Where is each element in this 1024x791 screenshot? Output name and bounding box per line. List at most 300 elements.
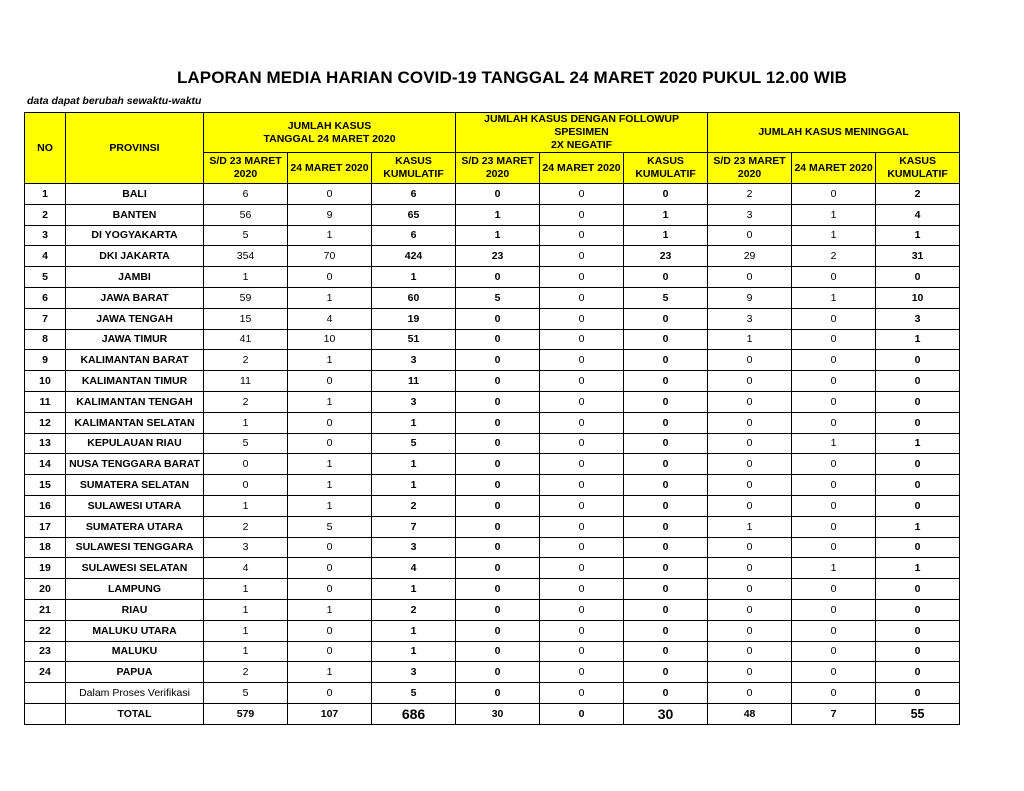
cell-sd-23-maret: 0 [456, 412, 540, 433]
row-no: 7 [25, 308, 66, 329]
cell-sd-23-maret: 2 [204, 350, 288, 371]
cell-sd-23-maret: 1 [204, 267, 288, 288]
row-provinsi: BANTEN [66, 204, 204, 225]
cell-sd-23-maret: 0 [456, 641, 540, 662]
cell-sd-23-maret: 354 [204, 246, 288, 267]
cell-kumulatif: 0 [624, 475, 708, 496]
cell-kumulatif: 3 [372, 537, 456, 558]
cell-kumulatif: 0 [624, 641, 708, 662]
table-row [25, 516, 960, 537]
cell-sd-23-maret: 23 [456, 246, 540, 267]
row-no: 22 [25, 620, 66, 641]
cell-kumulatif: 1 [876, 433, 960, 454]
cell-kumulatif: 0 [624, 371, 708, 392]
table-row [25, 579, 960, 600]
cell-kumulatif: 0 [624, 433, 708, 454]
total-sd-23-maret: 30 [456, 703, 540, 724]
total-kumulatif: 686 [372, 703, 456, 724]
cell-sd-23-maret: 0 [456, 620, 540, 641]
table-row [25, 204, 960, 225]
cell-sd-23-maret: 59 [204, 287, 288, 308]
cell-24-maret: 0 [540, 412, 624, 433]
cell-kumulatif: 31 [876, 246, 960, 267]
row-no: 1 [25, 184, 66, 205]
header-followup-line2: 2X NEGATIF [551, 139, 613, 151]
cell-sd-23-maret: 0 [456, 579, 540, 600]
cell-kumulatif: 0 [624, 184, 708, 205]
cell-sd-23-maret: 0 [708, 641, 792, 662]
table-row [25, 495, 960, 516]
cell-kumulatif: 2 [876, 184, 960, 205]
subheader-24-maret: 24 MARET 2020 [540, 153, 624, 184]
cell-24-maret: 10 [288, 329, 372, 350]
table-row [25, 225, 960, 246]
cell-sd-23-maret: 0 [204, 475, 288, 496]
cell-24-maret: 1 [288, 599, 372, 620]
cell-24-maret: 1 [792, 204, 876, 225]
cell-kumulatif: 1 [876, 225, 960, 246]
cell-kumulatif: 23 [624, 246, 708, 267]
total-sd-23-maret: 579 [204, 703, 288, 724]
cell-kumulatif: 0 [624, 454, 708, 475]
subheader-sd-23-maret [456, 153, 540, 184]
table-row [25, 454, 960, 475]
cell-kumulatif: 0 [624, 350, 708, 371]
cell-24-maret: 0 [540, 329, 624, 350]
cell-24-maret: 0 [792, 683, 876, 704]
cell-sd-23-maret: 0 [456, 350, 540, 371]
table-row [25, 412, 960, 433]
cell-kumulatif: 0 [876, 391, 960, 412]
subheader-kasus-kumulatif [876, 153, 960, 184]
cell-kumulatif: 3 [372, 350, 456, 371]
cell-kumulatif: 6 [372, 184, 456, 205]
total-kumulatif: 30 [624, 703, 708, 724]
row-no: 20 [25, 579, 66, 600]
cell-24-maret: 70 [288, 246, 372, 267]
table-row [25, 184, 960, 205]
cell-sd-23-maret: 0 [708, 537, 792, 558]
row-no: 23 [25, 641, 66, 662]
row-provinsi: SULAWESI TENGGARA [66, 537, 204, 558]
cell-sd-23-maret: 0 [456, 537, 540, 558]
cell-sd-23-maret: 3 [708, 204, 792, 225]
table-row [25, 371, 960, 392]
row-provinsi: LAMPUNG [66, 579, 204, 600]
table-row [25, 391, 960, 412]
cell-24-maret: 0 [288, 433, 372, 454]
cell-sd-23-maret: 0 [708, 599, 792, 620]
cell-kumulatif: 0 [876, 412, 960, 433]
cell-sd-23-maret: 0 [204, 454, 288, 475]
cell-24-maret: 1 [792, 433, 876, 454]
header-jumlah-kasus-line2: TANGGAL 24 MARET 2020 [263, 132, 396, 145]
cell-24-maret: 0 [540, 579, 624, 600]
row-provinsi: DKI JAKARTA [66, 246, 204, 267]
row-provinsi: JAWA BARAT [66, 287, 204, 308]
cell-24-maret: 0 [288, 267, 372, 288]
row-no: 9 [25, 350, 66, 371]
cell-sd-23-maret: 0 [456, 454, 540, 475]
cell-kumulatif: 0 [624, 267, 708, 288]
subheader-line2: 2020 [485, 168, 510, 180]
cell-kumulatif: 0 [624, 412, 708, 433]
cell-24-maret: 1 [288, 391, 372, 412]
cell-sd-23-maret: 4 [204, 558, 288, 579]
cell-sd-23-maret: 6 [204, 184, 288, 205]
cell-24-maret: 0 [792, 537, 876, 558]
cell-sd-23-maret: 0 [456, 267, 540, 288]
total-row [25, 703, 960, 724]
cell-kumulatif: 11 [372, 371, 456, 392]
cell-kumulatif: 0 [876, 371, 960, 392]
cell-24-maret: 1 [288, 662, 372, 683]
cell-sd-23-maret: 1 [204, 412, 288, 433]
subheader-24-maret: 24 MARET 2020 [288, 153, 372, 184]
cell-24-maret: 0 [540, 267, 624, 288]
cell-kumulatif: 1 [372, 412, 456, 433]
cell-24-maret: 0 [540, 558, 624, 579]
cell-kumulatif: 0 [624, 495, 708, 516]
table-row [25, 475, 960, 496]
cell-24-maret: 1 [792, 225, 876, 246]
row-provinsi: KALIMANTAN TIMUR [66, 371, 204, 392]
subheader-line2: KUMULATIF [635, 168, 696, 180]
header-provinsi: PROVINSI [66, 113, 204, 184]
subheader-line2: 2020 [737, 168, 762, 180]
subheader-kasus-kumulatif [372, 153, 456, 184]
cell-24-maret: 0 [540, 641, 624, 662]
cell-24-maret: 0 [792, 184, 876, 205]
row-provinsi: SUMATERA SELATAN [66, 475, 204, 496]
cell-kumulatif: 0 [876, 641, 960, 662]
row-no: 8 [25, 329, 66, 350]
cell-24-maret: 1 [792, 287, 876, 308]
cell-sd-23-maret: 0 [456, 391, 540, 412]
cell-kumulatif: 0 [624, 579, 708, 600]
cell-24-maret: 0 [540, 371, 624, 392]
cell-24-maret: 0 [540, 246, 624, 267]
cell-kumulatif: 65 [372, 204, 456, 225]
subheader-line1: KASUS [647, 155, 684, 167]
row-provinsi: DI YOGYAKARTA [66, 225, 204, 246]
cell-24-maret: 0 [792, 391, 876, 412]
cell-sd-23-maret: 0 [708, 412, 792, 433]
cell-24-maret: 0 [540, 184, 624, 205]
row-provinsi: KALIMANTAN TENGAH [66, 391, 204, 412]
row-no: 4 [25, 246, 66, 267]
report-title: LAPORAN MEDIA HARIAN COVID-19 TANGGAL 24 MARET 2020 PUKUL 12.00 WIB [176, 68, 848, 87]
cell-kumulatif: 5 [624, 287, 708, 308]
cell-sd-23-maret: 41 [204, 329, 288, 350]
cell-kumulatif: 1 [624, 225, 708, 246]
cell-24-maret: 9 [288, 204, 372, 225]
row-no [25, 683, 66, 704]
cell-sd-23-maret: 0 [456, 683, 540, 704]
row-provinsi: SULAWESI SELATAN [66, 558, 204, 579]
cell-sd-23-maret: 0 [456, 433, 540, 454]
subheader-line1: S/D 23 MARET [713, 155, 786, 167]
cell-sd-23-maret: 0 [708, 371, 792, 392]
cell-sd-23-maret: 3 [708, 308, 792, 329]
cell-sd-23-maret: 0 [456, 599, 540, 620]
cell-24-maret: 1 [288, 454, 372, 475]
cell-24-maret: 0 [540, 516, 624, 537]
cell-sd-23-maret: 0 [456, 558, 540, 579]
total-24-maret: 7 [792, 703, 876, 724]
cell-kumulatif: 1 [372, 475, 456, 496]
cell-24-maret: 0 [792, 350, 876, 371]
row-no: 12 [25, 412, 66, 433]
table-body [25, 184, 960, 725]
cell-sd-23-maret: 0 [708, 391, 792, 412]
subheader-sd-23-maret [204, 153, 288, 184]
cell-kumulatif: 0 [624, 683, 708, 704]
cell-24-maret: 0 [540, 391, 624, 412]
cell-24-maret: 0 [288, 412, 372, 433]
cell-sd-23-maret: 1 [204, 620, 288, 641]
cell-kumulatif: 0 [624, 558, 708, 579]
cell-24-maret: 1 [288, 225, 372, 246]
table-row [25, 433, 960, 454]
cell-24-maret: 0 [288, 683, 372, 704]
row-provinsi: RIAU [66, 599, 204, 620]
total-24-maret: 107 [288, 703, 372, 724]
cell-sd-23-maret: 3 [204, 537, 288, 558]
cell-sd-23-maret: 0 [456, 516, 540, 537]
cell-24-maret: 0 [540, 308, 624, 329]
cell-sd-23-maret: 0 [456, 495, 540, 516]
cell-24-maret: 0 [792, 495, 876, 516]
cell-sd-23-maret: 0 [708, 267, 792, 288]
row-provinsi: KEPULAUAN RIAU [66, 433, 204, 454]
row-no: 15 [25, 475, 66, 496]
cell-sd-23-maret: 0 [708, 350, 792, 371]
cell-kumulatif: 424 [372, 246, 456, 267]
cell-kumulatif: 0 [624, 391, 708, 412]
header-meninggal: JUMLAH KASUS MENINGGAL [708, 113, 960, 153]
cell-sd-23-maret: 1 [204, 599, 288, 620]
cell-kumulatif: 0 [624, 516, 708, 537]
subheader-line1: KASUS [395, 155, 432, 167]
cell-sd-23-maret: 5 [456, 287, 540, 308]
cell-kumulatif: 0 [876, 267, 960, 288]
cell-kumulatif: 60 [372, 287, 456, 308]
cell-sd-23-maret: 0 [708, 495, 792, 516]
cell-24-maret: 0 [792, 329, 876, 350]
row-provinsi: KALIMANTAN SELATAN [66, 412, 204, 433]
row-provinsi: NUSA TENGGARA BARAT [66, 454, 204, 475]
cell-kumulatif: 0 [624, 537, 708, 558]
cell-sd-23-maret: 2 [204, 391, 288, 412]
covid-report-table [24, 112, 960, 725]
cell-24-maret: 0 [288, 641, 372, 662]
total-kumulatif: 55 [876, 703, 960, 724]
cell-kumulatif: 0 [876, 475, 960, 496]
cell-sd-23-maret: 15 [204, 308, 288, 329]
cell-kumulatif: 1 [372, 641, 456, 662]
cell-sd-23-maret: 0 [456, 308, 540, 329]
cell-kumulatif: 0 [624, 329, 708, 350]
cell-kumulatif: 51 [372, 329, 456, 350]
cell-24-maret: 0 [288, 620, 372, 641]
cell-kumulatif: 0 [876, 350, 960, 371]
cell-sd-23-maret: 0 [456, 475, 540, 496]
cell-24-maret: 1 [288, 287, 372, 308]
cell-kumulatif: 0 [624, 599, 708, 620]
cell-24-maret: 0 [792, 267, 876, 288]
cell-24-maret: 0 [540, 204, 624, 225]
cell-24-maret: 0 [792, 579, 876, 600]
cell-kumulatif: 0 [876, 454, 960, 475]
row-provinsi: MALUKU [66, 641, 204, 662]
cell-sd-23-maret: 1 [708, 516, 792, 537]
row-provinsi: KALIMANTAN BARAT [66, 350, 204, 371]
table-row [25, 246, 960, 267]
cell-kumulatif: 5 [372, 433, 456, 454]
row-no: 5 [25, 267, 66, 288]
cell-24-maret: 0 [540, 495, 624, 516]
cell-sd-23-maret: 0 [456, 329, 540, 350]
cell-24-maret: 4 [288, 308, 372, 329]
cell-sd-23-maret: 2 [204, 516, 288, 537]
subheader-sd-23-maret [708, 153, 792, 184]
header-jumlah-kasus [204, 113, 456, 153]
table-row [25, 308, 960, 329]
cell-24-maret: 0 [288, 558, 372, 579]
cell-24-maret: 0 [792, 662, 876, 683]
cell-24-maret: 0 [792, 620, 876, 641]
row-no: 18 [25, 537, 66, 558]
cell-sd-23-maret: 1 [708, 329, 792, 350]
cell-kumulatif: 1 [876, 329, 960, 350]
row-no: 3 [25, 225, 66, 246]
row-provinsi: SULAWESI UTARA [66, 495, 204, 516]
cell-kumulatif: 0 [876, 620, 960, 641]
cell-24-maret: 0 [792, 371, 876, 392]
cell-sd-23-maret: 2 [204, 662, 288, 683]
cell-kumulatif: 0 [624, 308, 708, 329]
cell-sd-23-maret: 0 [456, 184, 540, 205]
cell-kumulatif: 1 [372, 620, 456, 641]
cell-sd-23-maret: 9 [708, 287, 792, 308]
cell-sd-23-maret: 5 [204, 225, 288, 246]
cell-kumulatif: 1 [624, 204, 708, 225]
table-row [25, 662, 960, 683]
cell-24-maret: 5 [288, 516, 372, 537]
cell-24-maret: 0 [792, 308, 876, 329]
total-sd-23-maret: 48 [708, 703, 792, 724]
cell-24-maret: 1 [792, 558, 876, 579]
cell-kumulatif: 0 [876, 662, 960, 683]
table-row [25, 683, 960, 704]
row-provinsi: JAWA TIMUR [66, 329, 204, 350]
cell-kumulatif: 4 [876, 204, 960, 225]
cell-24-maret: 0 [288, 371, 372, 392]
subheader-line2: 2020 [233, 168, 258, 180]
cell-sd-23-maret: 2 [708, 184, 792, 205]
row-provinsi: BALI [66, 184, 204, 205]
cell-kumulatif: 0 [876, 599, 960, 620]
cell-kumulatif: 5 [372, 683, 456, 704]
total-no-empty [25, 703, 66, 724]
cell-sd-23-maret: 0 [708, 558, 792, 579]
cell-sd-23-maret: 0 [708, 662, 792, 683]
row-no: 13 [25, 433, 66, 454]
cell-24-maret: 0 [540, 537, 624, 558]
table-row [25, 287, 960, 308]
row-no: 14 [25, 454, 66, 475]
cell-kumulatif: 3 [372, 662, 456, 683]
row-no: 19 [25, 558, 66, 579]
row-provinsi: MALUKU UTARA [66, 620, 204, 641]
cell-sd-23-maret: 1 [456, 225, 540, 246]
cell-24-maret: 0 [792, 454, 876, 475]
row-no: 17 [25, 516, 66, 537]
row-provinsi: JAWA TENGAH [66, 308, 204, 329]
cell-24-maret: 1 [288, 350, 372, 371]
cell-kumulatif: 10 [876, 287, 960, 308]
table-row [25, 599, 960, 620]
subheader-line2: KUMULATIF [383, 168, 444, 180]
cell-kumulatif: 7 [372, 516, 456, 537]
cell-sd-23-maret: 5 [204, 683, 288, 704]
cell-sd-23-maret: 0 [708, 225, 792, 246]
cell-sd-23-maret: 1 [204, 579, 288, 600]
row-no: 10 [25, 371, 66, 392]
cell-24-maret: 1 [288, 495, 372, 516]
cell-24-maret: 0 [792, 599, 876, 620]
cell-sd-23-maret: 0 [456, 662, 540, 683]
cell-24-maret: 0 [792, 475, 876, 496]
cell-24-maret: 0 [288, 579, 372, 600]
total-label: TOTAL [66, 703, 204, 724]
cell-24-maret: 0 [540, 620, 624, 641]
row-no: 6 [25, 287, 66, 308]
report-subtitle: data dapat berubah sewaktu-waktu [27, 95, 202, 107]
cell-24-maret: 0 [540, 662, 624, 683]
row-provinsi: PAPUA [66, 662, 204, 683]
cell-24-maret: 0 [792, 641, 876, 662]
header-followup-line1: JUMLAH KASUS DENGAN FOLLOWUP SPESIMEN [484, 113, 679, 138]
cell-sd-23-maret: 29 [708, 246, 792, 267]
cell-sd-23-maret: 0 [708, 454, 792, 475]
row-provinsi: Dalam Proses Verifikasi [66, 683, 204, 704]
subheader-24-maret: 24 MARET 2020 [792, 153, 876, 184]
subheader-line1: S/D 23 MARET [209, 155, 282, 167]
total-24-maret: 0 [540, 703, 624, 724]
cell-kumulatif: 1 [372, 267, 456, 288]
cell-kumulatif: 0 [624, 620, 708, 641]
cell-kumulatif: 1 [372, 579, 456, 600]
table-row [25, 558, 960, 579]
cell-kumulatif: 1 [876, 558, 960, 579]
row-provinsi: SUMATERA UTARA [66, 516, 204, 537]
cell-sd-23-maret: 0 [708, 620, 792, 641]
cell-sd-23-maret: 5 [204, 433, 288, 454]
cell-24-maret: 0 [792, 516, 876, 537]
cell-kumulatif: 0 [876, 495, 960, 516]
cell-24-maret: 0 [540, 454, 624, 475]
table-row [25, 641, 960, 662]
subheader-line1: S/D 23 MARET [461, 155, 534, 167]
cell-24-maret: 0 [540, 475, 624, 496]
cell-sd-23-maret: 0 [708, 475, 792, 496]
subheader-kasus-kumulatif [624, 153, 708, 184]
cell-kumulatif: 6 [372, 225, 456, 246]
cell-kumulatif: 0 [876, 683, 960, 704]
table-row [25, 267, 960, 288]
